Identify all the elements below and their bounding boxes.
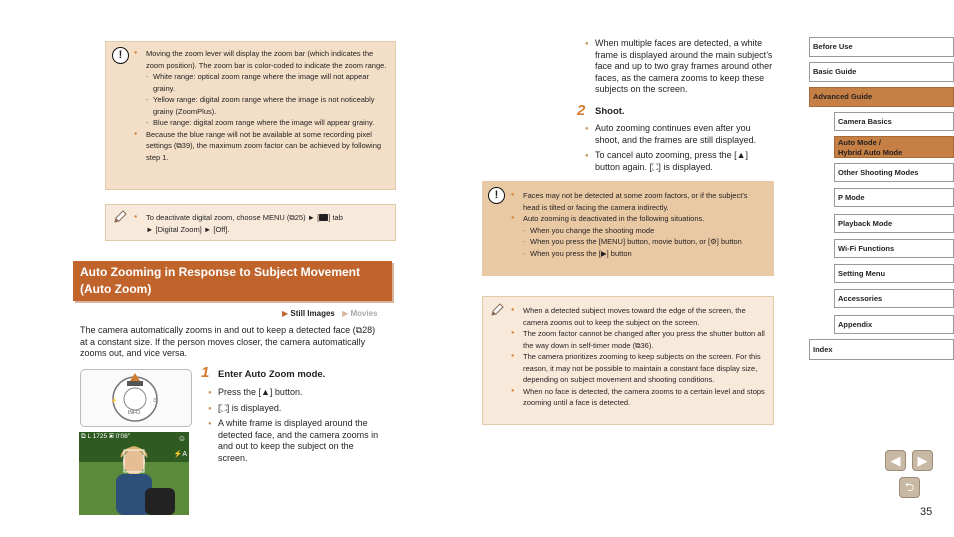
step1-bullets xyxy=(208,387,384,464)
return-button[interactable]: ⮌ xyxy=(899,477,920,498)
note-item: ● When no face is detected, the camera zooms to a certain level and stops zooming until a face is detected. xyxy=(510,386,766,409)
nav-tab-before-use[interactable]: Before Use xyxy=(809,37,954,57)
note-subitem: - When you change the shooting mode xyxy=(510,225,766,237)
still-images-arrow-icon: ▶ xyxy=(282,309,289,318)
svg-text:⚡: ⚡ xyxy=(111,398,118,404)
next-page-button[interactable]: ▶ xyxy=(912,450,933,471)
nav-tab-index[interactable]: Index xyxy=(809,339,954,360)
step2-bullet: ● To cancel auto zooming, press the [▲] button again. [⛶] is displayed. xyxy=(585,150,775,173)
step1-number: 1 xyxy=(201,364,210,381)
step2-number: 2 xyxy=(577,102,586,119)
page-number: 35 xyxy=(920,506,933,518)
note-item: ● Faces may not be detected at some zoom factors, or if the subject’s head is tilted or facing the camera indirectly. xyxy=(510,190,766,213)
caution-box-auto-zoom xyxy=(482,181,774,276)
note-box-auto-zoom xyxy=(482,296,774,425)
lcd-top-readout: ⧉ L 1725 ▣ 0'08" xyxy=(81,433,131,440)
section-title-line1: Auto Zooming in Response to Subject Movement xyxy=(80,265,361,279)
svg-text:⏱: ⏱ xyxy=(153,398,157,404)
nav-subtab-camera-basics[interactable]: Camera Basics xyxy=(834,112,954,131)
note-box-digital-zoom xyxy=(105,204,396,241)
note-item: ● Because the blue range will not be available at some recording pixel settings (⧉39), the maximum zoom factor can be achieved by following step 1. xyxy=(133,129,389,164)
camera-tab-icon xyxy=(319,214,328,221)
caution-list xyxy=(510,190,766,259)
lcd-face-icon: ☺ xyxy=(177,434,186,443)
note-item: ● When a detected subject moves toward the edge of the screen, the camera zooms out to keep the subject on the screen. xyxy=(510,305,766,328)
nav-subtab-playback-mode[interactable]: Playback Mode xyxy=(834,214,954,233)
pencil-icon xyxy=(112,209,128,225)
section-header xyxy=(73,261,392,301)
still-images-label: Still Images xyxy=(290,309,335,318)
step1-heading: Enter Auto Zoom mode. xyxy=(218,369,326,380)
note-item: ● The zoom factor cannot be changed after you press the shutter button all the way down in self-timer mode (⧉36). xyxy=(510,328,766,351)
step2-bullets xyxy=(585,123,775,173)
step1-bullet: ● Press the [▲] button. xyxy=(208,387,384,399)
caution-list xyxy=(133,48,389,163)
note-item: ● Moving the zoom lever will display the zoom bar (which indicates the zoom position). The zoom bar is color-coded to indicate the zoom range. xyxy=(133,48,389,71)
step2-heading: Shoot. xyxy=(595,106,625,117)
note-item: ● To deactivate digital zoom, choose MENU (⧉25) ► [ ] tab ► [Digital Zoom] ► [Off]. xyxy=(133,212,389,235)
step1-bullet: ● A white frame is displayed around the detected face, and the camera zooms in and out to keep the subject on the screen. xyxy=(208,418,384,464)
lcd-flash-readout: ⚡A xyxy=(173,451,187,458)
nav-subtab-accessories[interactable]: Accessories xyxy=(834,289,954,308)
step2-bullet: ● Auto zooming continues even after you shoot, and the frames are still displayed. xyxy=(585,123,775,146)
step1-bullet: ● [⛶] is displayed. xyxy=(208,403,384,415)
multi-face-bullet: ● When multiple faces are detected, a white frame is displayed around the main subject’s face and up to two gray frames around other faces, as the camera zooms to keep these subjects on the screen. xyxy=(585,38,785,96)
caution-box-zoom-bar xyxy=(105,41,396,190)
note-subitem: - Blue range: digital zoom range where the image will appear grainy. xyxy=(133,117,389,129)
note-list xyxy=(510,305,766,409)
note-item: ● Auto zooming is deactivated in the following situations. xyxy=(510,213,766,225)
note-subitem: - White range: optical zoom range where the image will not appear grainy. xyxy=(133,71,389,94)
nav-subtab-appendix[interactable]: Appendix xyxy=(834,315,954,334)
note-item: ● The camera prioritizes zooming to keep subjects on the screen. For this reason, it may not be possible to maintain a constant face display size, depending on subject movement and shooting conditions. xyxy=(510,351,766,386)
movies-label: Movies xyxy=(350,309,378,318)
lcd-screen-illustration xyxy=(79,432,189,515)
mode-indicators xyxy=(282,309,378,319)
note-subitem: - Yellow range: digital zoom range where the image is not noticeably grainy (ZoomPlus). xyxy=(133,94,389,117)
camera-dial-illustration xyxy=(80,369,192,427)
nav-subtab-wi-fi-functions[interactable]: Wi-Fi Functions xyxy=(834,239,954,258)
nav-tab-basic-guide[interactable]: Basic Guide xyxy=(809,62,954,82)
nav-tab-advanced-guide[interactable]: Advanced Guide xyxy=(809,87,954,107)
caution-icon: ! xyxy=(488,187,505,204)
caution-icon: ! xyxy=(112,47,129,64)
nav-subtab-p-mode[interactable]: P Mode xyxy=(834,188,954,207)
dial-info-label: INFO. xyxy=(128,410,142,416)
nav-subtab-auto-mode-hybrid-auto-mode[interactable]: Auto Mode / Hybrid Auto Mode xyxy=(834,136,954,158)
note-subitem: - When you press the [▶] button xyxy=(510,248,766,260)
note-subitem: - When you press the [MENU] button, movie button, or [⚙] button xyxy=(510,236,766,248)
nav-subtab-other-shooting-modes[interactable]: Other Shooting Modes xyxy=(834,163,954,182)
section-title-line2: (Auto Zoom) xyxy=(80,282,152,296)
section-intro: The camera automatically zooms in and out to keep a detected face (⧉28) at a constant size. If the person moves closer, the camera automatically zooms out, and vice versa. xyxy=(80,325,376,358)
nav-subtab-setting-menu[interactable]: Setting Menu xyxy=(834,264,954,283)
pencil-icon xyxy=(489,302,505,318)
prev-page-button[interactable]: ◀ xyxy=(885,450,906,471)
movies-arrow-icon: ▶ xyxy=(342,309,349,318)
